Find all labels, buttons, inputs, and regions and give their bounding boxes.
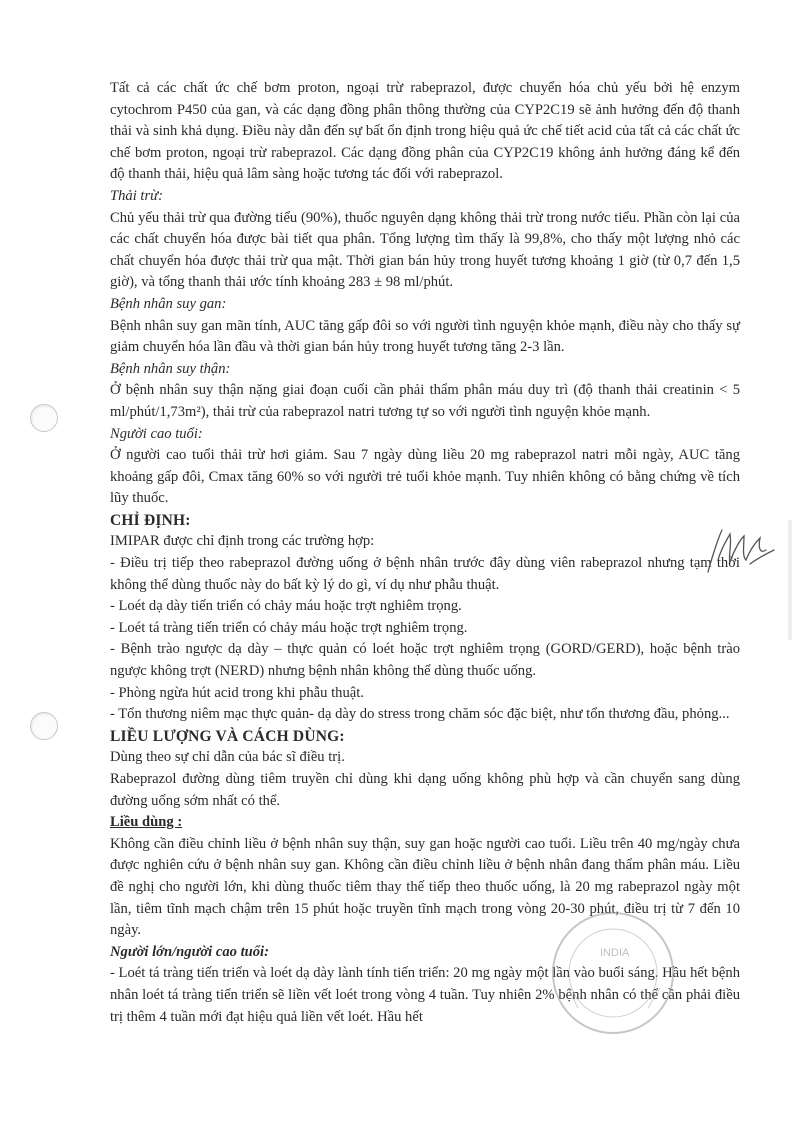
document-body (110, 78, 740, 1028)
section-subheading: Bệnh nhân suy thận: (110, 360, 231, 377)
list-item: - Điều trị tiếp theo rabeprazol đường uống ở bệnh nhân trước đây dùng viên rabeprazol nhưng tạm thời không thể dùng thuốc này do bất kỳ lý do gì, ví dụ như phẫu thuật. (110, 555, 740, 593)
paragraph: Ở bệnh nhân suy thận nặng giai đoạn cuối cần phải thẩm phân máu duy trì (độ thanh thải creatinin < 5 ml/phút/1,73m²), thải trừ của rabeprazol natri tương tự so với người tình nguyện khỏe mạnh. (110, 382, 740, 420)
section-subheading: Liều dùng : (110, 814, 183, 831)
section-subheading: Bệnh nhân suy gan: (110, 295, 227, 312)
paragraph: IMIPAR được chỉ định trong các trường hợp: (110, 533, 375, 550)
list-item: - Loét dạ dày tiến triển có chảy máu hoặc trợt nghiêm trọng. (110, 598, 462, 615)
section-heading: CHỈ ĐỊNH: (110, 511, 191, 529)
paragraph: Bệnh nhân suy gan mãn tính, AUC tăng gấp đôi so với người tình nguyện khỏe mạnh, điều này cho thấy sự giảm chuyển hóa lần đầu và thời gian bán hủy trong huyết tương tăng 2-3 lần. (110, 317, 740, 356)
paragraph: Tất cả các chất ức chế bơm proton, ngoại trừ rabeprazol, được chuyển hóa chủ yếu bởi hệ enzym cytochrom P450 của gan, và các dạng đồng phân thông thường của CYP2C19 sẽ ảnh hưởng đến độ thanh thải và sinh khả dụng. Điều này dẫn đến sự bất ổn định trong hiệu quả ức chế tiết acid của tất cả các chất ức chế bơm proton, ngoại trừ rabeprazol. Các dạng đồng phân của CYP2C19 không ảnh hưởng đáng kể đến độ thanh thải, hiệu quả lâm sàng hoặc tương tác đối với rabeprazol. (110, 80, 740, 183)
paragraph: - Loét tá tràng tiến triển và loét dạ dày lành tính tiến triển: 20 mg ngày một lần vào buổi sáng. Hầu hết bệnh nhân loét tá tràng tiến triển sẽ liền vết loét trong vòng 4 tuần. Tuy nhiên 2% bệnh nhân có thể cần phải điều trị thêm 4 tuần mới đạt hiệu quả liền vết loét. Hầu hết (110, 965, 740, 1025)
paragraph: Chủ yếu thải trừ qua đường tiểu (90%), thuốc nguyên dạng không thải trừ trong nước tiểu. Phần còn lại của các chất chuyển hóa được bài tiết qua phân. Tổng lượng tìm thấy là 99,8%, cho thấy một lượng nhỏ các chất chuyển hóa được thải trừ qua mật. Thời gian bán hủy trong huyết tương khoảng 1 giờ (từ 0,7 đến 1,5 giờ), và tổng thanh thải ước tính khoảng 283 ± 98 ml/phút. (110, 209, 740, 291)
paragraph: Rabeprazol đường dùng tiêm truyền chỉ dùng khi dạng uống không phù hợp và cần chuyển sang dùng đường uống sớm nhất có thể. (110, 771, 740, 809)
handwritten-signature (700, 520, 780, 580)
punch-hole (30, 404, 58, 432)
list-item: - Tổn thương niêm mạc thực quản- dạ dày do stress trong chăm sóc đặc biệt, như tổn thương đầu, phỏng... (110, 706, 730, 723)
list-item: - Loét tá tràng tiến triển có chảy máu hoặc trợt nghiêm trọng. (110, 619, 468, 636)
page-edge-mark (788, 520, 792, 640)
paragraph: Không cần điều chỉnh liều ở bệnh nhân suy thận, suy gan hoặc người cao tuổi. Liều trên 40 mg/ngày chưa được nghiên cứu ở bệnh nhân suy gan. Không cần điều chỉnh liều ở bệnh nhân đang thẩm phân máu. Liều đề nghị cho người lớn, khi dùng thuốc tiêm thay thế tiếp theo thuốc uống, là 20 mg rabeprazol ngày một lần, tiêm tĩnh mạch chậm trên 15 phút hoặc truyền tĩnh mạch trong vòng 20-30 phút, điều trị từ 7 đến 10 ngày. (110, 835, 740, 939)
paragraph: Ở người cao tuổi thải trừ hơi giảm. Sau 7 ngày dùng liều 20 mg rabeprazol natri mỗi ngày, AUC tăng khoảng gấp đôi, Cmax tăng 60% so với người trẻ tuổi khỏe mạnh. Tuy nhiên không có bằng chứng về tích lũy thuốc. (110, 447, 740, 507)
section-subheading: Người cao tuổi: (110, 425, 203, 442)
section-heading: LIỀU LƯỢNG VÀ CÁCH DÙNG: (110, 727, 345, 745)
section-subheading: Thải trừ: (110, 187, 163, 204)
paragraph: Dùng theo sự chỉ dẫn của bác sĩ điều trị. (110, 749, 345, 766)
punch-hole (30, 712, 58, 740)
stamp-text: INDIA (600, 947, 630, 959)
section-subheading: Người lớn/người cao tuổi: (110, 943, 269, 960)
company-stamp (548, 908, 678, 1038)
list-item: - Phòng ngừa hút acid trong khi phẫu thuật. (110, 684, 364, 701)
list-item: - Bệnh trào ngược dạ dày – thực quản có loét hoặc trợt nghiêm trọng (GORD/GERD), hoặc bệnh trào ngược không trợt (NERD) nhưng bệnh nhân không thể dùng thuốc uống. (110, 641, 740, 680)
